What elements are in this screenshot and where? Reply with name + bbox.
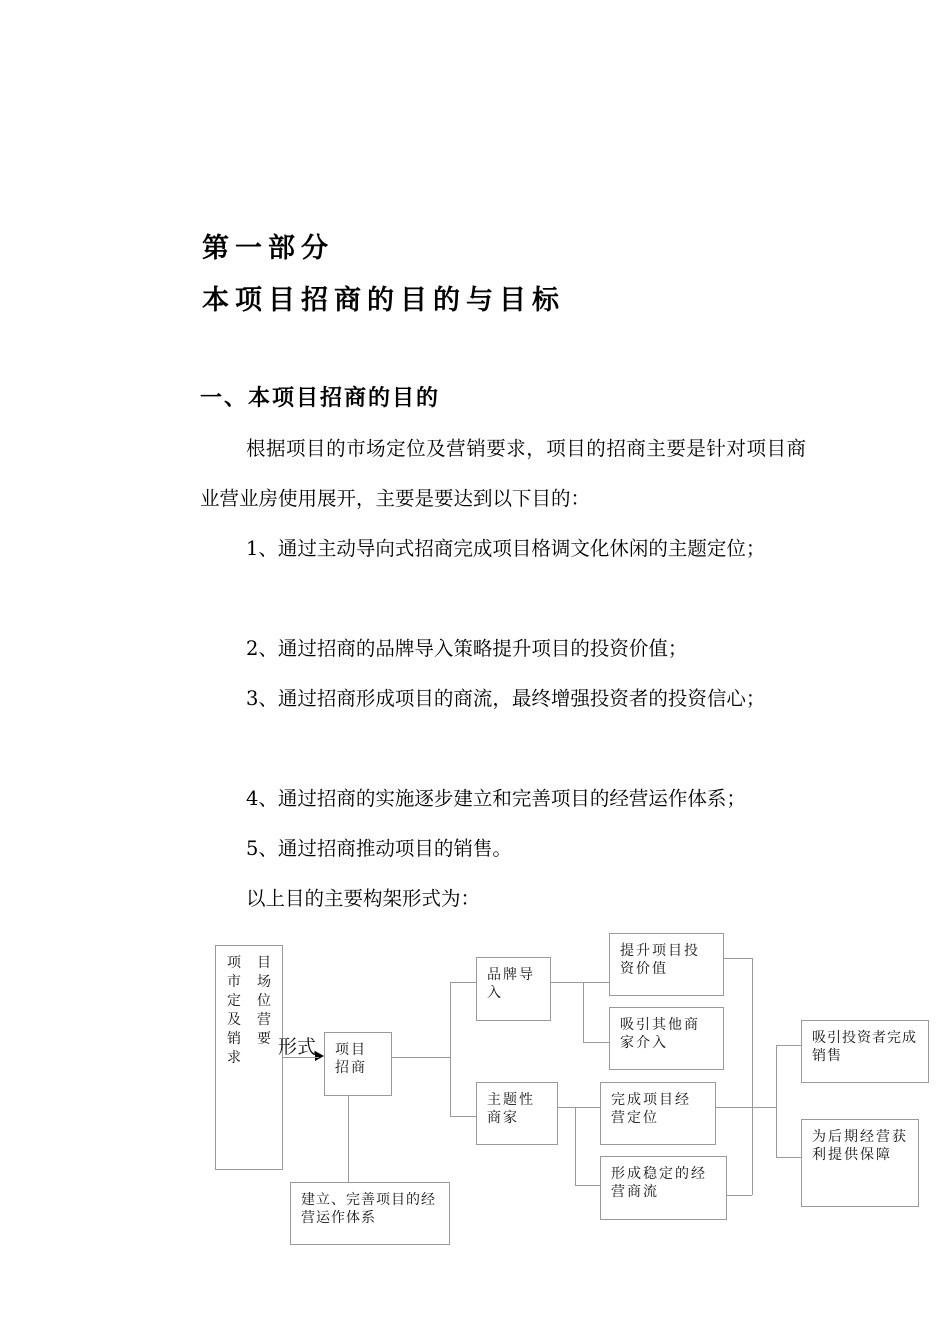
connector-center-system xyxy=(348,1096,349,1182)
part-heading: 第一部分 xyxy=(202,233,334,264)
list-item-3: 3、通过招商形成项目的商流，最终增强投资者的投资信心； xyxy=(246,687,766,710)
list-item-1: 1、通过主动导向式招商完成项目格调文化休闲的主题定位； xyxy=(246,537,766,560)
intro-paragraph: 根据项目的市场定位及营销要求，项目的招商主要是针对项目商业营业房使用展开，主要是要达到以下目的： xyxy=(200,437,806,510)
connector-position-out xyxy=(716,1107,776,1108)
connector-value-out xyxy=(724,958,752,959)
part-title: 本项目招商的目的与目标 xyxy=(202,285,565,316)
arrow-label: 形式 xyxy=(278,1036,317,1058)
connector-source-center xyxy=(283,1057,319,1058)
list-item-2: 2、通过招商的品牌导入策略提升项目的投资价值； xyxy=(246,637,688,660)
connector-bus-4 xyxy=(752,958,753,1195)
position-box: 完成项目经营定位 xyxy=(600,1082,716,1145)
source-text-col2: 目场位营要 xyxy=(257,955,271,1047)
connector-to-attract xyxy=(583,1042,609,1043)
connector-bus-2 xyxy=(583,982,584,1042)
list-item-4: 4、通过招商的实施逐步建立和完善项目的经营运作体系； xyxy=(246,787,746,810)
theme-box: 主题性商家 xyxy=(476,1082,558,1145)
source-text-col1: 项市定及销求 xyxy=(227,955,241,1066)
connector-bus-1 xyxy=(450,982,451,1117)
connector-brand-out xyxy=(551,982,609,983)
center-box: 项目招商 xyxy=(324,1032,392,1096)
attract-box: 吸引其他商家介入 xyxy=(609,1007,724,1070)
investors-box: 吸引投资者完成销售 xyxy=(801,1020,929,1083)
connector-to-investors xyxy=(776,1045,801,1046)
connector-center-bus xyxy=(392,1057,450,1058)
connector-to-theme xyxy=(450,1116,476,1117)
connector-to-guarantee xyxy=(776,1157,801,1158)
framework-caption: 以上目的主要构架形式为： xyxy=(246,887,481,910)
connector-bus-5 xyxy=(776,1045,777,1157)
connector-bus-3 xyxy=(575,1107,576,1185)
connector-to-brand xyxy=(450,982,476,983)
connector-to-flow xyxy=(575,1185,600,1186)
connector-theme-out xyxy=(558,1107,600,1108)
connector-flow-out xyxy=(727,1195,752,1196)
system-box: 建立、完善项目的经营运作体系 xyxy=(290,1182,450,1245)
flow-box: 形成稳定的经营商流 xyxy=(600,1156,727,1220)
list-item-5: 5、通过招商推动项目的销售。 xyxy=(246,837,512,860)
guarantee-box: 为后期经营获利提供保障 xyxy=(801,1119,919,1207)
value-box: 提升项目投资价值 xyxy=(609,933,724,996)
section-title: 一、本项目招商的目的 xyxy=(200,386,441,411)
brand-box: 品牌导入 xyxy=(476,957,551,1021)
arrow-head-icon xyxy=(315,1051,324,1061)
